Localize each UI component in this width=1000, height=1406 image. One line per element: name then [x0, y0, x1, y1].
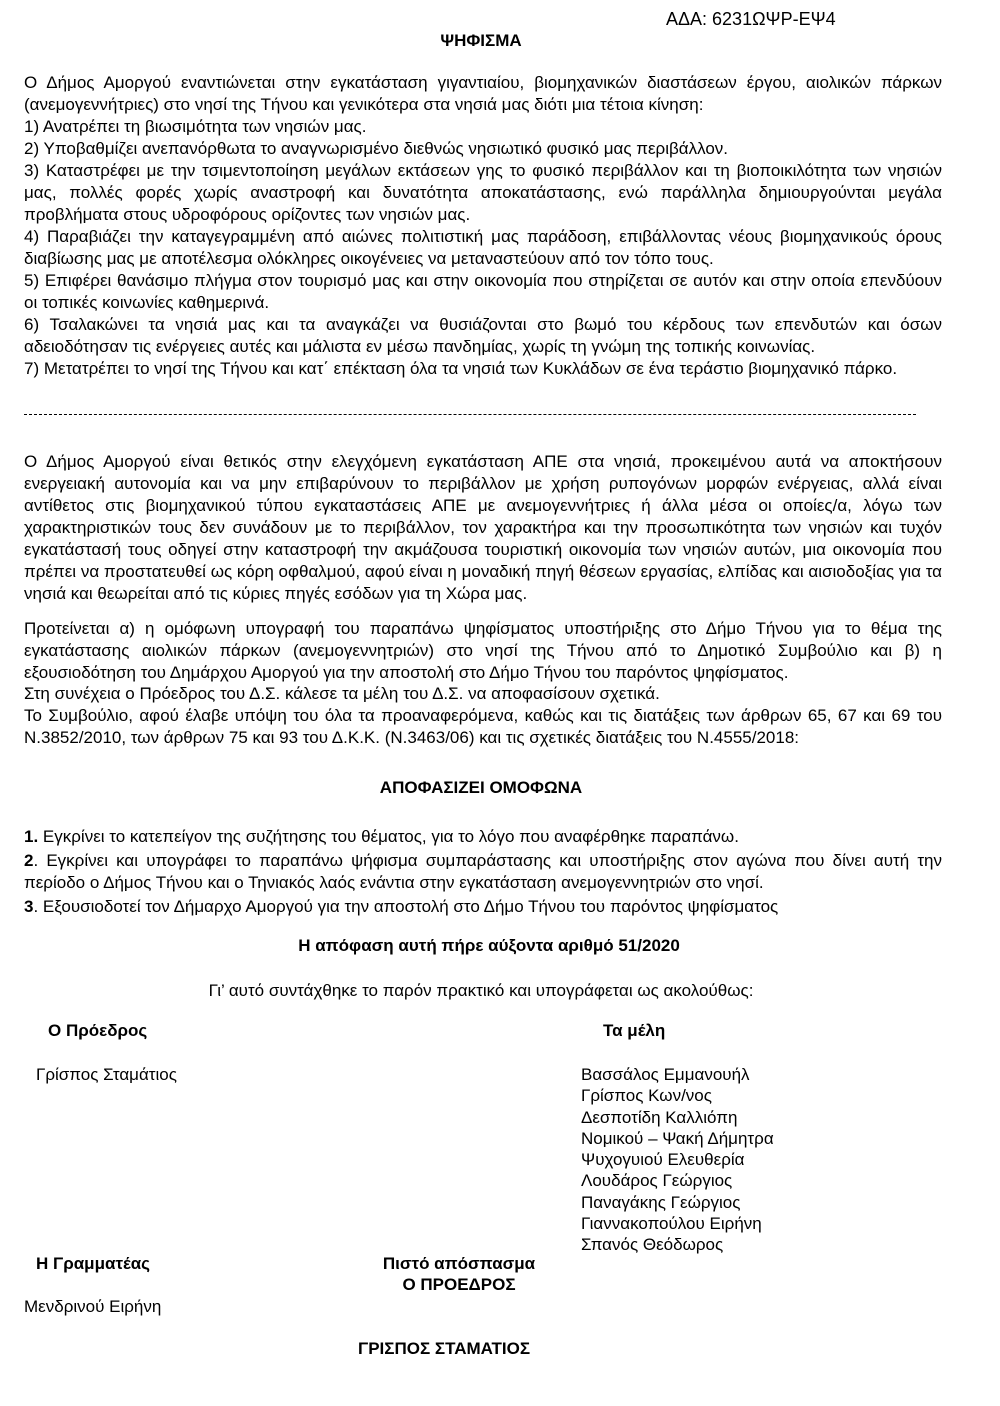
- member-name: Σπανός Θεόδωρος: [581, 1235, 724, 1255]
- decision-item-text: . Εγκρίνει και υπογράφει το παραπάνω ψήφισμα συμπαράστασης και υποστήριξης στον αγώνα που δίνει αυτή την περίοδο ο Δήμος Τήνου και ο Τηνιακός λαός ενάντια στην εγκατάσταση ανεμογεννητριών στο νησί.: [24, 851, 942, 892]
- member-name: Γρίσπος Κων/νος: [581, 1086, 712, 1106]
- president-label: Ο Πρόεδρος: [48, 1021, 148, 1040]
- decision-heading-text: ΑΠΟΦΑΣΙΖΕΙ ΟΜΟΦΩΝΑ: [379, 778, 583, 797]
- member-name: Ψυχογυιού Ελευθερία: [581, 1150, 745, 1170]
- members-list: [581, 1064, 774, 1256]
- signed-note-text: Γι’ αυτό συντάχθηκε το παρόν πρακτικό και υπογράφεται ως ακολούθως:: [208, 981, 754, 1000]
- resolution-points: [24, 116, 942, 380]
- secretary-name: Μενδρινού Ειρήνη: [24, 1297, 162, 1316]
- body-paragraph-1: Ο Δήμος Αμοργού είναι θετικός στην ελεγχόμενη εγκατάσταση ΑΠΕ στα νησιά, προκειμένου αυτά να αποκτήσουν ενεργειακή αυτονομία και να μην επιβαρύνουν το περιβάλλον με χρήση ρυπογόνων μορφών ενέργειας, αλλά είναι αντίθετος στις βιομηχανικού τύπου εγκαταστάσεις ΑΠΕ με ανεμογεννήτριες ή άλλα μέσα οι οποίες/α, λόγω των χαρακτηριστικών τους δεν συνάδουν με το περιβάλλον, τον χαρακτήρα και την προσωπικότητα των νησιών και τυχόν εγκατάστασή τους οδηγεί στην καταστροφή την ακμάζουσα τουριστική οικονομία των νησιών αυτών, μια οικονομία που πρέπει να προστατευθεί ως κόρη οφθαλμού, αφού είναι η μοναδική πηγή θέσεων εργασίας, ελπίδας και αισιοδοξίας για τα νησιά και θεωρείται από τις κύριες πηγές εσόδων για τη Χώρα μας.: [24, 452, 942, 603]
- ada-code: ΑΔΑ: 6231ΩΨΡ-ΕΨ4: [666, 9, 836, 29]
- member-name: Δεσποτίδη Καλλιόπη: [581, 1107, 738, 1127]
- decision-item-text: . Εξουσιοδοτεί τον Δήμαρχο Αμοργού για την αποστολή στο Δήμο Τήνου του παρόντος ψηφίσματος: [33, 897, 779, 916]
- body-paragraph-4: Το Συμβούλιο, αφού έλαβε υπόψη του όλα τα προαναφερόμενα, καθώς και τις διατάξεις των άρθρων 65, 67 και 69 του Ν.3852/2010, των άρθρων 75 και 93 του Δ.Κ.Κ. (Ν.3463/06) και τις σχετικές διατάξεις του Ν.4555/2018:: [24, 706, 942, 747]
- decision-item-number: 3: [24, 897, 34, 916]
- decision-item-number: 2: [24, 851, 34, 870]
- signature-name: ΓΡΙΣΠΟΣ ΣΤΑΜΑΤΙΟΣ: [358, 1339, 531, 1358]
- secretary-label: Η Γραμματέας: [36, 1254, 150, 1273]
- resolution-point: 3) Καταστρέφει με την τσιμεντοποίηση μεγάλων εκτάσεων γης το φυσικό περιβάλλον και τη βιοποικιλότητα των νησιών μας, πολλές φορές χωρίς αναστροφή και δυνατότητα αποκατάστασης, ενώ παράλληλα δημιουργούνται μεγάλα προβλήματα στους υδροφόρους ορίζοντες των νησιών μας.: [24, 161, 942, 224]
- decision-item: [24, 896, 942, 918]
- resolution-point: 7) Μετατρέπει το νησί της Τήνου και κατ΄ επέκταση όλα τα νησιά των Κυκλάδων σε ένα τεράστιο βιομηχανικό πάρκο.: [24, 359, 898, 378]
- member-name: Παναγάκης Γεώργιος: [581, 1192, 741, 1212]
- president-name: Γρίσπος Σταμάτιος: [36, 1065, 177, 1084]
- decision-number: [0, 935, 1000, 957]
- resolution-point: 1) Ανατρέπει τη βιωσιμότητα των νησιών μας.: [24, 117, 367, 136]
- body-paragraph-3: Στη συνέχεια ο Πρόεδρος του Δ.Σ. κάλεσε τα μέλη του Δ.Σ. να αποφασίσουν σχετικά.: [24, 684, 660, 703]
- document-title-text: ΨΗΦΙΣΜΑ: [440, 31, 522, 50]
- resolution-intro: Ο Δήμος Αμοργού εναντιώνεται στην εγκατάσταση γιγαντιαίου, βιομηχανικών διαστάσεων έργου, αιολικών πάρκων (ανεμογεννήτριες) στο νησί της Τήνου και γενικότερα στα νησιά μας διότι μια τέτοια κίνηση:: [24, 73, 942, 114]
- decision-items: [24, 826, 942, 920]
- members-label: Τα μέλη: [603, 1021, 666, 1040]
- decision-item: [24, 850, 942, 894]
- decision-heading: [0, 777, 1000, 799]
- signed-note: [0, 980, 1000, 1002]
- certified-copy-label: [373, 1253, 545, 1295]
- decision-item-number: 1.: [24, 827, 39, 846]
- body-paragraph-2: Προτείνεται α) η ομόφωνη υπογραφή του παραπάνω ψηφίσματος υποστήριξης στο Δήμο Τήνου για το θέμα της εγκατάστασης αιολικών πάρκων (ανεμογεννητριών) στο νησί της Τήνου από το Δημοτικό Συμβούλιο και β) η εξουσιοδότηση του Δημάρχου Αμοργού για την αποστολή στο Δήμο Τήνου του παρόντος ψηφίσματος.: [24, 619, 942, 682]
- resolution-point: 4) Παραβιάζει την καταγεγραμμένη από αιώνες πολιτιστική μας παράδοση, επιβάλλοντας νέους βιομηχανικούς όρους διαβίωσης μας με αποτέλεσμα ολόκληρες οικογένειες να μεταναστεύουν από τον τόπο τους.: [24, 227, 942, 268]
- member-name: Λουδάρος Γεώργιος: [581, 1171, 733, 1191]
- document-title: [0, 30, 1000, 52]
- decision-item-text: Εγκρίνει το κατεπείγον της συζήτησης του θέματος, για το λόγο που αναφέρθηκε παραπάνω.: [38, 827, 739, 846]
- resolution-point: 6) Τσαλακώνει τα νησιά μας και τα αναγκάζει να θυσιάζονται στο βωμό του κέρδους των επενδυτών και όσων αδειοδότησαν τις ενέργειες αυτές και μάλιστα εν μέσω πανδημίας, χωρίς τη γνώμη της τοπικής κοινωνίας.: [24, 315, 942, 356]
- certified-copy-line: Πιστό απόσπασμα: [382, 1254, 536, 1273]
- member-name: Γιαννακοπούλου Ειρήνη: [581, 1214, 762, 1234]
- member-name: Βασσάλος Εμμανουήλ: [581, 1065, 750, 1084]
- decision-number-text: Η απόφαση αυτή πήρε αύξοντα αριθμό 51/2020: [298, 936, 680, 955]
- resolution-point: 2) Υποβαθμίζει ανεπανόρθωτα το αναγνωρισμένο διεθνώς νησιωτικό φυσικό μας περιβάλλον.: [24, 139, 729, 158]
- dashed-divider: [24, 414, 916, 415]
- resolution-point: 5) Επιφέρει θανάσιμο πλήγμα στον τουρισμό μας και στην οικονομία που στηρίζεται σε αυτόν και στην οποία επενδύουν οι τοπικές κοινωνίες καθημερινά.: [24, 271, 942, 312]
- member-name: Νομικού – Ψακή Δήμητρα: [581, 1128, 774, 1148]
- decision-item: [24, 826, 942, 848]
- certified-president-line: Ο ΠΡΟΕΔΡΟΣ: [402, 1275, 516, 1294]
